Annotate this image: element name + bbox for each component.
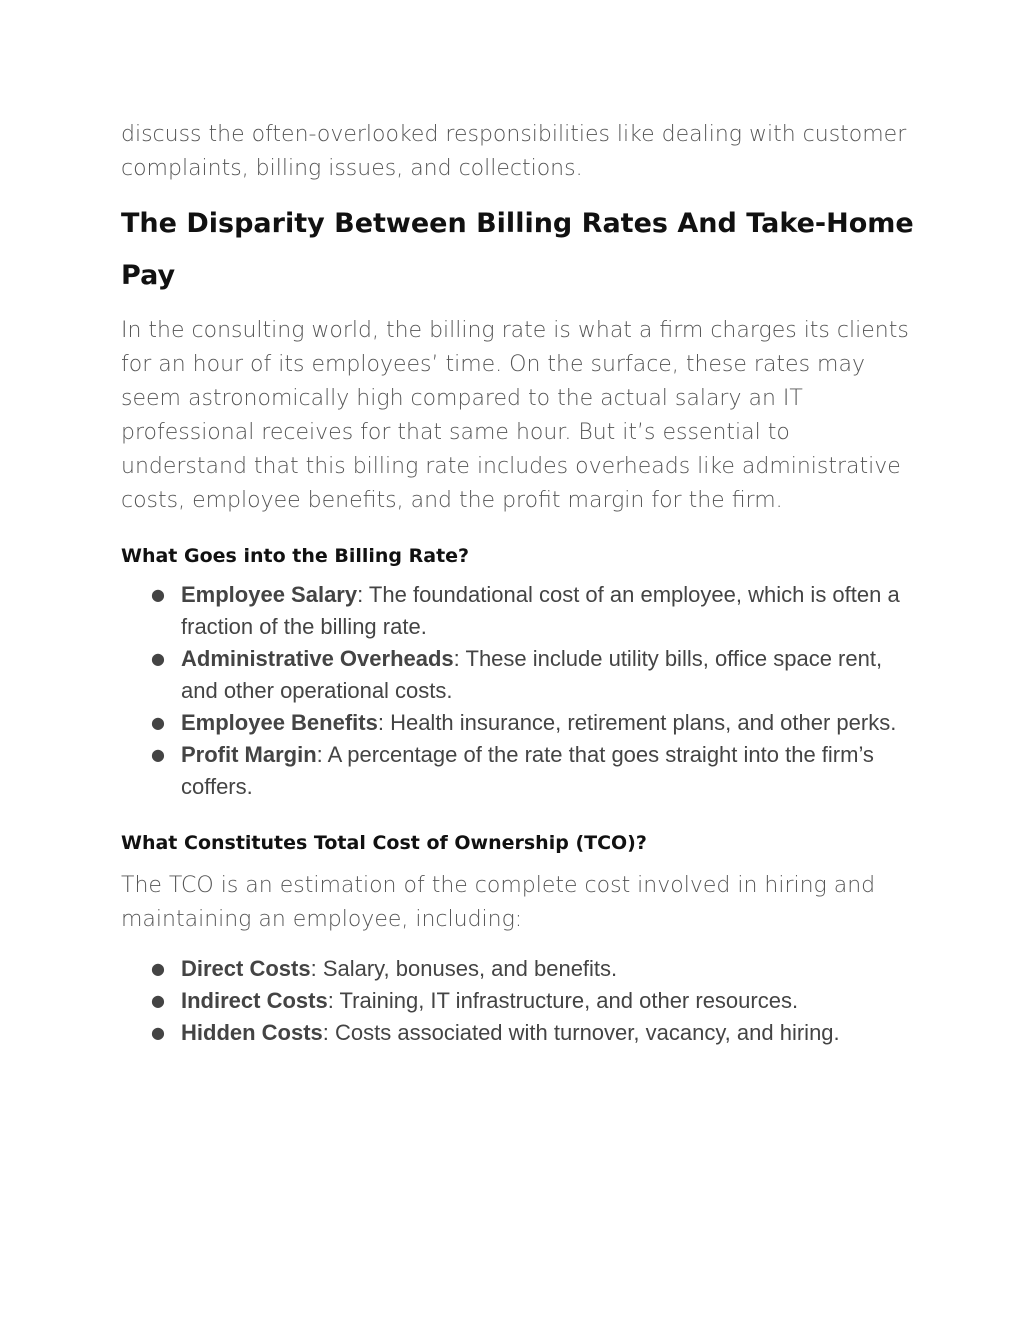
bullet-icon: ● xyxy=(151,713,165,732)
list-item-term: Profit Margin xyxy=(181,742,317,767)
document-page xyxy=(121,118,921,1049)
list-item xyxy=(121,953,921,985)
bullet-icon: ● xyxy=(151,649,165,668)
bullet-icon: ● xyxy=(151,1023,165,1042)
list-item xyxy=(121,707,921,739)
tco-heading: What Constitutes Total Cost of Ownership (TCO)? xyxy=(121,832,647,854)
list-item xyxy=(121,1017,921,1049)
bullet-icon: ● xyxy=(151,991,165,1010)
intro-paragraph-tail: discuss the often-overlooked responsibilities like dealing with customer complaints, billing issues, and collections. xyxy=(121,122,907,181)
list-item-desc: : Training, IT infrastructure, and other resources. xyxy=(327,988,799,1013)
list-item-desc: : The foundational cost of an employee, which is often a fraction of the billing rate. xyxy=(181,582,900,639)
billing-rate-heading: What Goes into the Billing Rate? xyxy=(121,545,470,567)
list-item xyxy=(121,643,921,707)
list-item-term: Administrative Overheads xyxy=(181,646,454,671)
list-item-desc: : A percentage of the rate that goes straight into the firm’s coffers. xyxy=(181,742,874,799)
list-item-desc: : Salary, bonuses, and benefits. xyxy=(310,956,618,981)
bullet-icon: ● xyxy=(151,959,165,978)
list-item-term: Employee Salary xyxy=(181,582,358,607)
tco-list xyxy=(121,953,921,1049)
bullet-icon: ● xyxy=(151,745,165,764)
list-item-term: Direct Costs xyxy=(181,956,311,981)
list-item-term: Employee Benefits xyxy=(181,710,378,735)
billing-rate-list xyxy=(121,579,921,803)
list-item xyxy=(121,985,921,1017)
list-item-desc: : Health insurance, retirement plans, and other perks. xyxy=(377,710,897,735)
list-item xyxy=(121,739,921,803)
tco-paragraph: The TCO is an estimation of the complete cost involved in hiring and maintaining an employee, including: xyxy=(121,873,876,932)
list-item-term: Indirect Costs xyxy=(181,988,328,1013)
list-item-desc: : These include utility bills, office space rent, and other operational costs. xyxy=(181,646,883,703)
list-item-term: Hidden Costs xyxy=(181,1020,323,1045)
bullet-icon: ● xyxy=(151,585,165,604)
section-heading: The Disparity Between Billing Rates And Take-Home Pay xyxy=(121,208,914,291)
list-item-desc: : Costs associated with turnover, vacancy, and hiring. xyxy=(322,1020,840,1045)
list-item xyxy=(121,579,921,643)
section-paragraph: In the consulting world, the billing rate is what a firm charges its clients for an hour of its employees’ time. On the surface, these rates may seem astronomically high compared to the actual salary an IT professional receives for that same hour. But it’s essential to understand that this billing rate includes overheads like administrative costs, employee benefits, and the profit margin for the firm. xyxy=(121,318,909,513)
